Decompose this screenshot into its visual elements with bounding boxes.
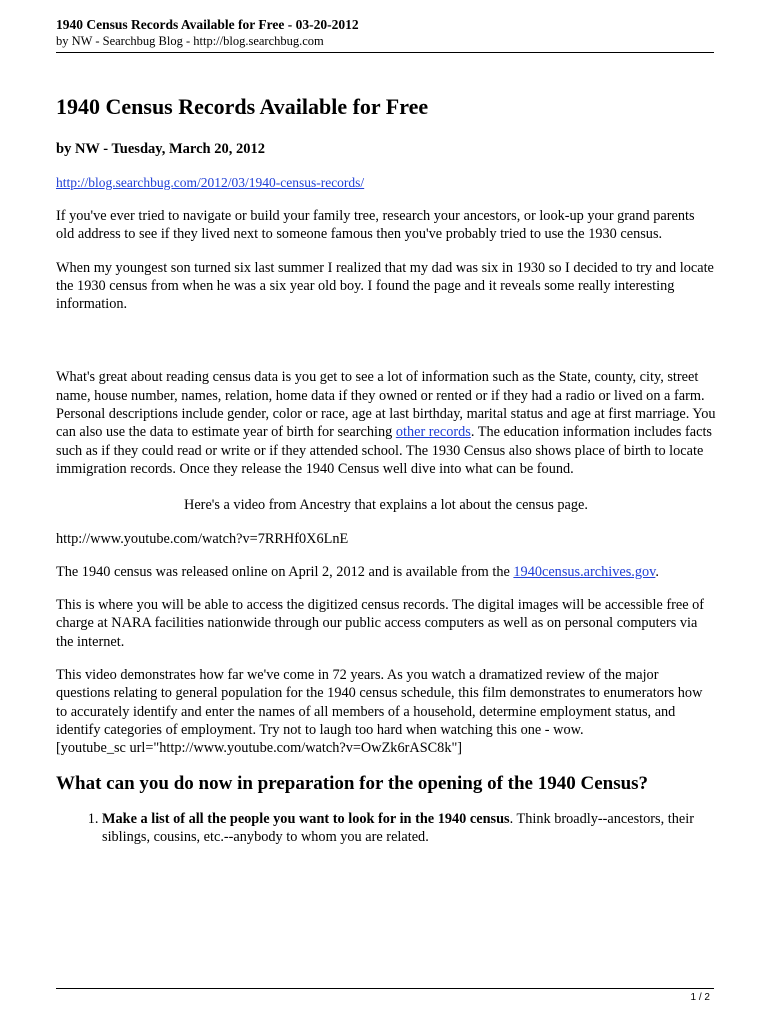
paragraph-release-date [56,563,716,581]
paragraph-intro: If you've ever tried to navigate or build your family tree, research your ancestors, or look-up your grand parents old address to see if they lived next to someone famous then you've probably tried to use the 1930 census. [56,208,695,243]
video-url-text: http://www.youtube.com/watch?v=7RRHf0X6LnE [56,530,349,547]
header-divider [56,52,714,53]
paragraph-release-date-text-a: The 1940 census was released online on April 2, 2012 and is available from the [56,563,514,580]
paragraph-census-data-text-a: What's great about reading census data is you get to see a lot of information such as the State, county, city, street name, house number, names, relation, home data if they owned or rented or if they had a radio or lived on a farm. Personal descriptions include gender, color or race, age at last birthday, marital status and age at first marriage. You can also use the data to estimate year of birth for searching [56,369,716,441]
article-permalink[interactable]: http://blog.searchbug.com/2012/03/1940-census-records/ [56,175,365,190]
running-header-subtitle: by NW - Searchbug Blog - http://blog.searchbug.com [56,34,324,48]
article-body [56,93,716,846]
running-header [56,16,714,49]
list-item-bold: Make a list of all the people you want to look for in the 1940 census [102,810,510,827]
page-number: 1 / 2 [690,992,710,1003]
article-permalink-line [56,174,716,192]
running-header-title: 1940 Census Records Available for Free - 03-20-2012 [56,17,359,32]
article-title: 1940 Census Records Available for Free [56,94,429,119]
census-archives-link[interactable]: 1940census.archives.gov [513,563,656,580]
list-item [102,810,716,847]
paragraph-digitized-records: This is where you will be able to access the digitized census records. The digital images will be accessible free of charge at NARA facilities nationwide through our public access computers as well as on personal computers via the internet. [56,597,705,650]
youtube-shortcode: [youtube_sc url="http://www.youtube.com/watch?v=OwZk6rASC8k"] [56,740,463,757]
list-item-text: . Think broadly--ancestors, their siblings, cousins, etc.--anybody to whom you are related. [102,810,694,845]
other-records-link[interactable]: other records [395,424,471,441]
paragraph-video-demo: This video demonstrates how far we've come in 72 years. As you watch a dramatized review of the major questions relating to general population for the 1940 census schedule, this film demonstrates to enumerators how to accurately identify and enter the names of all members of a household, determine employment status, and identify categories of employment. Try not to laugh too hard when watching this one - wow. [56,667,703,738]
paragraph-youngest-son: When my youngest son turned six last summer I realized that my dad was six in 1930 so I decided to try and locate the 1930 census from when he was a six year old boy. I found the page and it reveals some really interesting information. [56,259,714,313]
paragraph-release-date-text-b: . [655,563,659,580]
video-intro-text: Here's a video from Ancestry that explains a lot about the census page. [184,497,588,514]
section-heading-preparation: What can you do now in preparation for the opening of the 1940 Census? [56,772,649,794]
paragraph-census-data-text-b: . The education information includes facts such as if they could read or write or if they attended school. The 1930 Census also shows place of birth to locate immigration records. Once they release the 1940 Census well dive into what can be found. [56,424,712,477]
footer-divider [56,988,714,989]
paragraph-census-data [56,368,716,478]
article-byline: by NW - Tuesday, March 20, 2012 [56,141,265,157]
preparation-list [56,810,716,847]
